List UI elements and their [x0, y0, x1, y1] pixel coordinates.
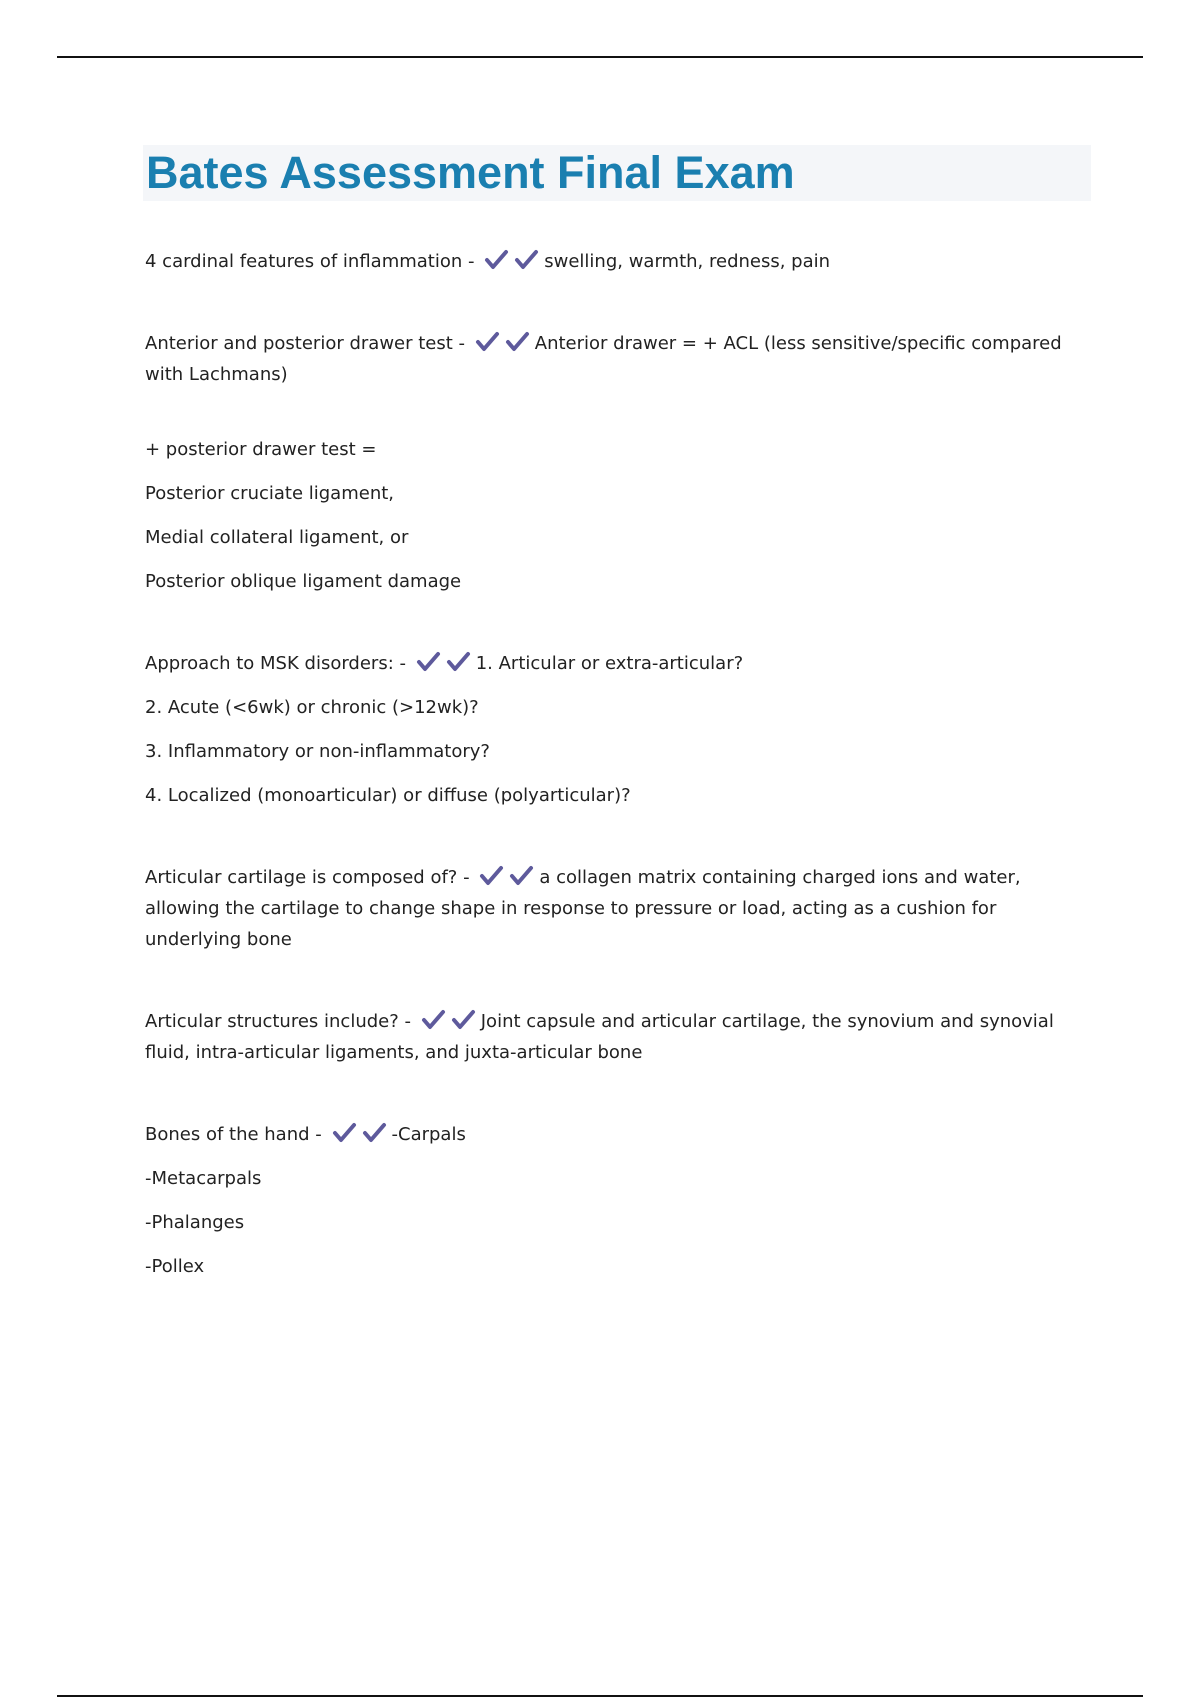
checkmark-icon: [444, 651, 474, 673]
flashcard-line: [145, 328, 1095, 390]
checkmark-icon: [449, 1009, 479, 1031]
question-text: 4 cardinal features of inflammation -: [145, 251, 475, 272]
answer-line: 2. Acute (<6wk) or chronic (>12wk)?: [145, 697, 479, 718]
double-check: [414, 648, 474, 679]
answer-text: 1. Articular or extra-articular?: [475, 653, 744, 674]
flashcard-item: [145, 862, 1095, 955]
checkmark-icon: [512, 249, 542, 271]
answer-line: + posterior drawer test =: [145, 439, 377, 460]
answer-line: -Metacarpals: [145, 1168, 262, 1189]
answer-line: Posterior cruciate ligament,: [145, 483, 395, 504]
answer-line: 4. Localized (monoarticular) or diffuse (polyarticular)?: [145, 785, 631, 806]
answer-line: 3. Inflammatory or non-inflammatory?: [145, 741, 490, 762]
flashcard-item: [145, 1006, 1095, 1068]
question-text: Articular structures include? -: [145, 1011, 412, 1032]
top-rule: [57, 56, 1143, 58]
question-text: Anterior and posterior drawer test -: [145, 333, 466, 354]
checkmark-icon: [360, 1122, 390, 1144]
flashcard-line: [145, 1006, 1095, 1068]
double-check: [330, 1119, 390, 1150]
checkmark-icon: [503, 331, 533, 353]
checkmark-icon: [477, 865, 507, 887]
checkmark-icon: [482, 249, 512, 271]
answer-line: Medial collateral ligament, or: [145, 527, 409, 548]
answer-line: Posterior oblique ligament damage: [145, 571, 462, 592]
answer-text: swelling, warmth, redness, pain: [544, 251, 831, 272]
answer-text: Anterior drawer = + ACL (less sensitive/specific compared with Lachmans): [145, 333, 1062, 385]
checkmark-icon: [473, 331, 503, 353]
flashcard-line: [145, 648, 1095, 679]
double-check: [477, 862, 537, 893]
answer-text: Joint capsule and articular cartilage, the synovium and synovial fluid, intra-articular ligaments, and juxta-articular bone: [145, 1011, 1054, 1063]
flashcard-list: [145, 246, 1095, 1282]
checkmark-icon: [419, 1009, 449, 1031]
flashcard-line: [145, 862, 1095, 955]
flashcard-item: [145, 648, 1095, 811]
flashcard-item: [145, 246, 1095, 277]
page-title: Bates Assessment Final Exam: [146, 147, 795, 198]
flashcard-line: [145, 246, 1095, 277]
answer-line: -Pollex: [145, 1256, 205, 1277]
flashcard-line: [145, 1119, 1095, 1150]
double-check: [473, 328, 533, 359]
checkmark-icon: [330, 1122, 360, 1144]
question-text: Approach to MSK disorders: -: [145, 653, 406, 674]
answer-text: a collagen matrix containing charged ions and water, allowing the cartilage to change shape in response to pressure or load, acting as a cushion for underlying bone: [145, 867, 1021, 950]
question-text: Bones of the hand -: [145, 1124, 322, 1145]
question-text: Articular cartilage is composed of? -: [145, 867, 470, 888]
double-check: [419, 1006, 479, 1037]
flashcard-item: [145, 1119, 1095, 1282]
checkmark-icon: [507, 865, 537, 887]
answer-line: -Phalanges: [145, 1212, 245, 1233]
checkmark-icon: [414, 651, 444, 673]
flashcard-item: [145, 328, 1095, 597]
bottom-rule: [57, 1695, 1143, 1697]
answer-text: -Carpals: [391, 1124, 466, 1145]
double-check: [482, 246, 542, 277]
